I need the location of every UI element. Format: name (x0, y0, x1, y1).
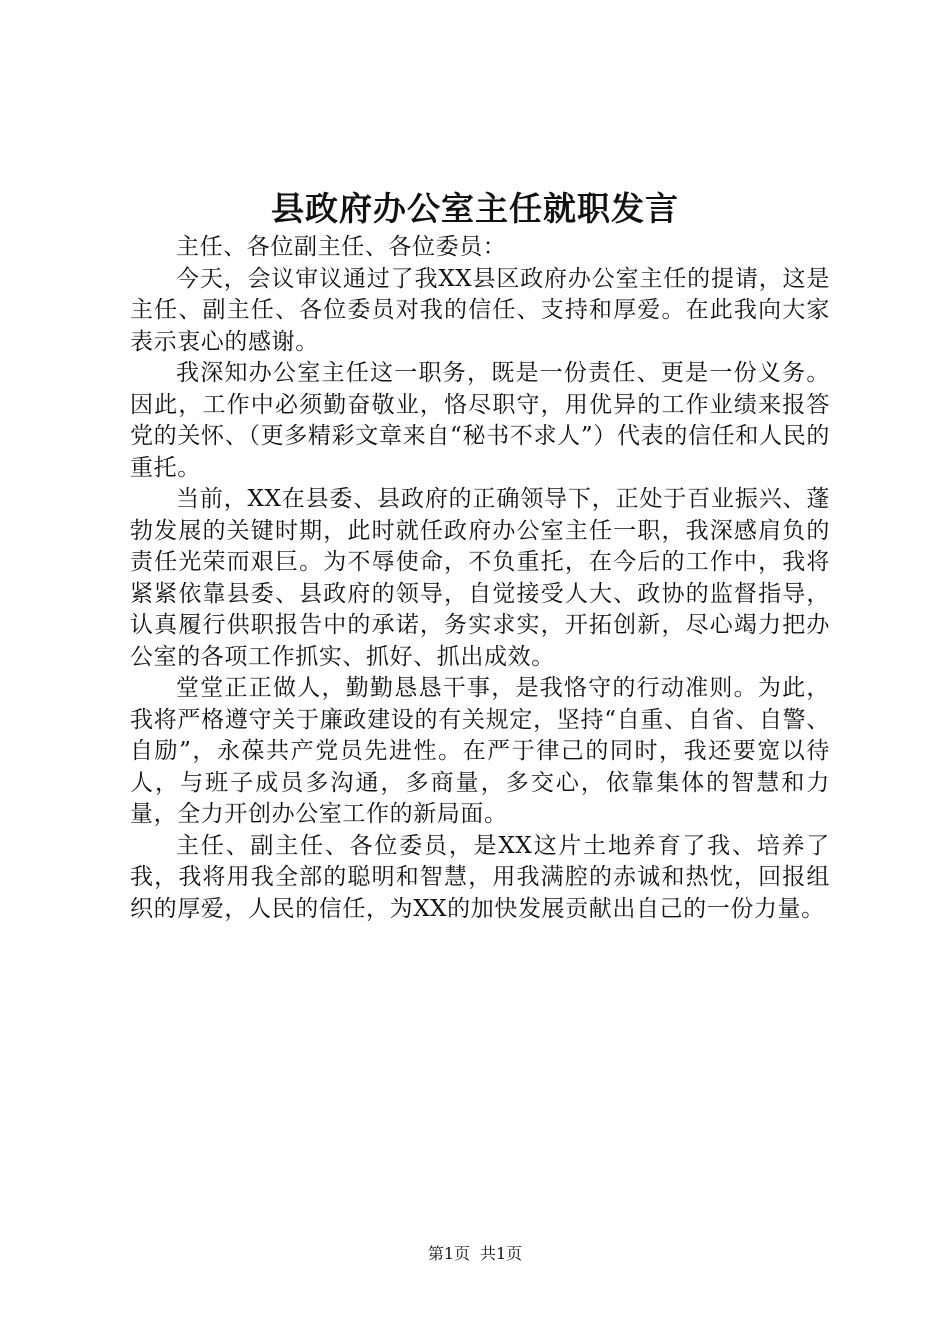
document-body (130, 232, 830, 925)
body-paragraph: 堂堂正正做人，勤勤恳恳干事，是我恪守的行动准则。为此，我将严格遵守关于廉政建设的有关规定，坚持“自重、自省、自警、自励”，永葆共产党员先进性。在严于律己的同时，我还要宽以待人，与班子成员多沟通，多商量，多交心，依靠集体的智慧和力量，全力开创办公室工作的新局面。 (130, 675, 830, 827)
body-paragraph: 我深知办公室主任这一职务，既是一份责任、更是一份义务。因此，工作中必须勤奋敬业，恪尽职守，用优异的工作业绩来报答党的关怀、（更多精彩文章来自“秘书不求人”）代表的信任和人民的重托。 (130, 360, 830, 481)
body-paragraph: 今天，会议审议通过了我XX县区政府办公室主任的提请，这是主任、副主任、各位委员对我的信任、支持和厚爱。在此我向大家表示衷心的感谢。 (130, 265, 830, 355)
body-paragraph: 当前，XX在县委、县政府的正确领导下，正处于百业振兴、蓬勃发展的关键时期，此时就任政府办公室主任一职，我深感肩负的责任光荣而艰巨。为不辱使命，不负重托，在今后的工作中，我将紧紧依靠县委、县政府的领导，自觉接受人大、政协的监督指导，认真履行供职报告中的承诺，务实求实，开拓创新，尽心竭力把办公室的各项工作抓实、抓好、抓出成效。 (130, 486, 830, 670)
page-total: 共1页 (480, 1244, 523, 1263)
page-number: 第1页 (427, 1244, 470, 1263)
salutation-paragraph: 主任、各位副主任、各位委员： (176, 234, 507, 260)
document-title: 县政府办公室主任就职发言 (271, 189, 679, 228)
page-footer (0, 1242, 950, 1266)
body-paragraph: 主任、副主任、各位委员，是XX这片土地养育了我、培养了我，我将用我全部的聪明和智慧，用我满腔的赤诚和热忱，回报组织的厚爱，人民的信任，为XX的加快发展贡献出自己的一份力量。 (130, 832, 830, 922)
